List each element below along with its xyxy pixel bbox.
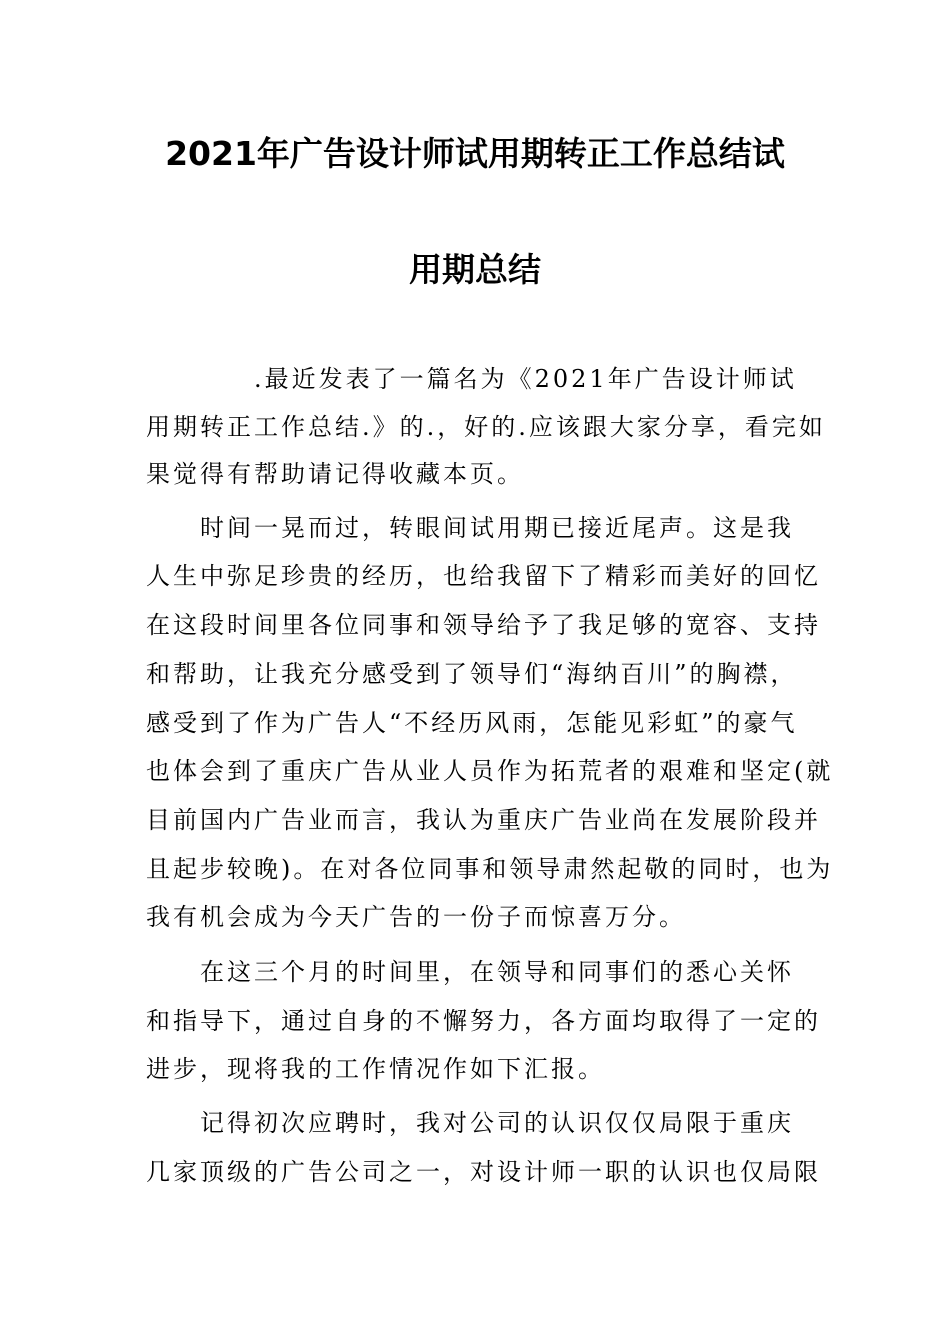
text-line: 时间一晃而过，转眼间试用期已接近尾声。这是我 xyxy=(146,514,794,542)
text-line: 用期转正工作总结.》的.，好的.应该跟大家分享，看完如 xyxy=(146,413,826,441)
text-line: 在这三个月的时间里，在领导和同事们的悉心关怀 xyxy=(146,958,794,986)
text-line: 在这段时间里各位同事和领导给予了我足够的宽容、支持 xyxy=(146,611,821,639)
text-line: 和指导下，通过自身的不懈努力，各方面均取得了一定的 xyxy=(146,1007,821,1035)
text-line: .最近发表了一篇名为《2021年广告设计师试 xyxy=(146,365,797,393)
document-title-line-2: 用期总结 xyxy=(409,250,541,289)
document-title-line-1: 2021年广告设计师试用期转正工作总结试 xyxy=(165,134,785,173)
text-line: 果觉得有帮助请记得收藏本页。 xyxy=(146,460,524,488)
text-line: 且起步较晚)。在对各位同事和领导肃然起敬的同时，也为 xyxy=(146,855,834,883)
text-line: 我有机会成为今天广告的一份子而惊喜万分。 xyxy=(146,903,686,931)
text-line: 也体会到了重庆广告从业人员作为拓荒者的艰难和坚定(就 xyxy=(146,757,834,785)
text-line: 目前国内广告业而言，我认为重庆广告业尚在发展阶段并 xyxy=(146,806,821,834)
text-line: 感受到了作为广告人“不经历风雨，怎能见彩虹”的豪气 xyxy=(146,709,798,737)
text-line: 进步，现将我的工作情况作如下汇报。 xyxy=(146,1055,605,1083)
text-line: 人生中弥足珍贵的经历，也给我留下了精彩而美好的回忆 xyxy=(146,562,821,590)
text-line: 几家顶级的广告公司之一，对设计师一职的认识也仅局限 xyxy=(146,1158,821,1186)
text-line: 记得初次应聘时，我对公司的认识仅仅局限于重庆 xyxy=(146,1109,794,1137)
text-line: 和帮助，让我充分感受到了领导们“海纳百川”的胸襟， xyxy=(146,660,798,688)
